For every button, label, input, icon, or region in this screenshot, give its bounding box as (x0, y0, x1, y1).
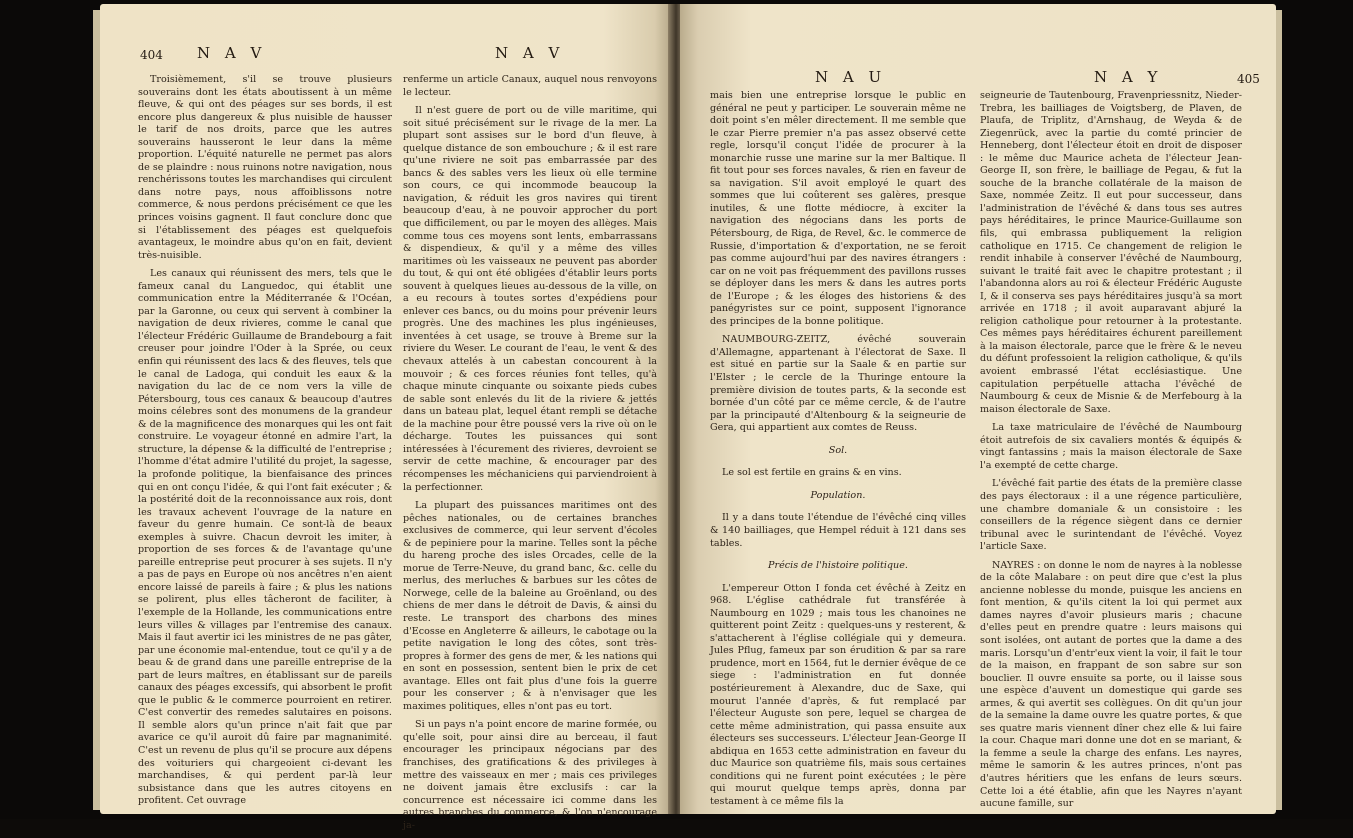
section-heading-sol: Sol. (828, 444, 848, 456)
section-heading-histoire: Précis de l'histoire politique. (768, 560, 908, 572)
right-page-column-1 (710, 90, 966, 814)
entry-naumbourg-zeitz: NAUMBOURG-ZEITZ, évêché souverain d'Allemagne, appartenant à l'électorat de Saxe. Il est situé en partie sur la Saale & en partie sur l'Elster ; le cercle de la Thuringe entoure la première division de toutes parts, & la seconde est bornée d'un côté par ce même cercle, & de l'autre par la principauté d'Altenbourg & la seigneurie de Gera, qui appartient aux comtes de Reuss. (710, 334, 966, 434)
paragraph: seigneurie de Tautenbourg, Fravenpriessnitz, Nieder-Trebra, les bailliages de Voigtsberg, de Plaven, de Plaufa, de Triplitz, d'Arnshaug, de Weyda & de Ziegenrück, avec la partie du comté princier de Henneberg, dont l'électeur étoit en droit de disposer : le même duc Maurice acheta de l'électeur Jean-George II, son frère, le bailliage de Pegau, & fut la souche de la branche collatérale de la maison de Saxe, nommée Zeitz. Il eut pour successeur, dans l'administration de l'évêché & dans tous ses autres pays héréditaires, le prince Maurice-Guillaume son fils, qui embrassa publiquement la religion catholique en 1715. Ce changement de religion le rendit inhabile à conserver l'évêché de Naumbourg, suivant le traité fait avec le chapitre protestant ; il l'abandonna alors au roi & électeur Frédéric Auguste I, & il conserva ses pays héréditaires jusqu'à sa mort arrivée en 1718 ; il avoit auparavant abjuré la religion catholique pour retourner à la protestante. Ces mêmes pays héréditaires échurent pareillement à la maison électorale, parce que le frère & le neveu du défunt professoient la religion catholique, & qu'ils avoient embrassé l'état ecclésiastique. Une capitulation perpétuelle attacha l'évêché de Naumbourg & ceux de Misnie & de Merfebourg à la maison électorale de Saxe. (980, 90, 1242, 415)
paragraph: Il n'est guere de port ou de ville maritime, qui soit situé précisément sur le rivage de la mer. La plupart sont assises sur le bord d'un fleuve, à quelque distance de son embouchure ; & il est rare qu'une riviere ne soit pas embarrassée par des bancs & des sables vers les lieux où elle termine son cours, ce qui incommode beaucoup la navigation, & réduit les gros navires qui tirent beaucoup d'eau, à ne pouvoir approcher du port que difficilement, ou par le moyen des allèges. Mais comme tous ces moyens sont lents, embarrassans & dispendieux, & qu'il y a même des villes maritimes où les vaisseaux ne peuvent pas aborder du tout, & qui ont été obligées d'établir leurs ports souvent à quelques lieues au-dessous de la ville, on a eu recours à toutes sortes d'expédiens pour enlever ces bancs, ou du moins pour prévenir leurs progrès. Une des machines les plus ingénieuses, inventées à cet usage, se trouve à Breme sur la riviere du Weser. Le courant de l'eau, le vent & des chevaux attelés à un cabestan concourent à la mouvoir ; & ces forces réunies font telles, qu'à chaque minute cinquante ou soixante pieds cubes de sable sont enlevés du lit de la riviere & jettés dans un bateau plat, lequel étant rempli se détache de la machine pour être poussé vers la rive où on le décharge. Toutes les puissances qui sont intéressées à l'écurement des rivieres, devroient se servir de cette machine, & encourager par des récompenses les méchaniciens qui parviendroient à la perfectionner. (403, 105, 657, 493)
paragraph: mais bien une entreprise lorsque le public en général ne peut y participer. Le souverain même ne doit point s'en mêler directement. Il me semble que le czar Pierre premier n'a pas assez observé cette regle, lorsqu'il conçut l'idée de procurer à la monarchie russe une marine sur la mer Baltique. Il fit tout pour ses forces navales, & rien en faveur de sa navigation. S'il avoit employé le quart des sommes que lui coûterent ses galères, presque inutiles, & une flotte médiocre, à exciter la navigation des négocians dans les ports de Pétersbourg, de Riga, de Revel, &c. le commerce de Russie, d'importation & d'exportation, ne se feroit pas comme aujourd'hui par des navires étrangers : car on ne voit pas fréquemment des pavillons russes se déployer dans les mers & dans les autres ports de l'Europe ; & les éloges des historiens & des panégyristes sur ce point, supposent l'ignorance des principes de la bonne politique. (710, 90, 966, 327)
paragraph: renferme un article Canaux, auquel nous renvoyons le lecteur. (403, 74, 657, 98)
page-number-right: 405 (1237, 72, 1260, 86)
right-page-column-2 (980, 90, 1242, 817)
running-head-left-col1: N A V (197, 44, 267, 62)
running-head-right-col1: N A U (815, 68, 887, 86)
page-number-left: 404 (140, 48, 163, 62)
section-heading-population: Population. (810, 489, 866, 501)
left-page (100, 4, 672, 831)
entry-nayres: NAYRES : on donne le nom de nayres à la noblesse de la côte Malabare : on peut dire que c'est la plus ancienne noblesse du monde, puisque les anciens en font mention, & qu'ils citent la loi qui permet aux dames nayres d'avoir plusieurs maris ; chacune d'elles peut en prendre quatre : leurs maisons qui sont isolées, ont autant de portes que la dame a des maris. Lorsqu'un d'entr'eux vient la voir, il fait le tour de la maison, en frappant de son sabre sur son bouclier. Il ouvre ensuite sa porte, ou il laisse sous une espèce d'auvent un domestique qui garde ses armes, & qui avertit ses collègues. On dit qu'un jour de la semaine la dame ouvre les quatre portes, & que ses quatre maris viennent dîner chez elle & lui faire la cour. Chaque mari donne une dot en se mariant, & la femme a seule la charge des enfans. Les nayres, même le samorin & les autres princes, n'ont pas d'autres héritiers que les enfans de leurs sœurs. Cette loi a été établie, afin que les Nayres n'ayant aucune famille, sur (980, 559, 1242, 810)
paragraph: La taxe matriculaire de l'évêché de Naumbourg étoit autrefois de six cavaliers montés & équipés & vingt fantassins ; mais la maison électorale de Saxe l'a exempté de cette charge. (980, 422, 1242, 471)
running-head-right-col2: N A Y (1094, 68, 1163, 86)
left-page-column-2 (403, 74, 657, 838)
running-head-left-col2: N A V (495, 44, 565, 62)
paragraph: L'évêché fait partie des états de la première classe des pays électoraux : il a une régence particulière, une chambre domaniale & un consistoire : les conseillers de la régence siègent dans ce dernier tribunal avec le surintendant de l'évêché. Voyez l'article Saxe. (980, 478, 1242, 553)
paragraph: L'empereur Otton I fonda cet évêché à Zeitz en 968. L'église cathédrale fut transférée à Naumbourg en 1029 ; mais tous les chanoines ne quitterent point Zeitz : quelques-uns y resterent, & s'attacherent à l'église collégiale qui y demeura. Jules Pflug, fameux par son érudition & par sa rare prudence, mort en 1564, fut le dernier évêque de ce siege : l'administration en fut donnée postérieurement à Alexandre, duc de Saxe, qui mourut l'année d'après, & fut remplacé par l'électeur Auguste son pere, lequel se chargea de cette même administration, qui passa ensuite aux électeurs ses successeurs. L'électeur Jean-George II abdiqua en 1653 cette administration en faveur du duc Maurice son quatrième fils, mais sous certaines conditions qui ne furent point exécutées ; le père qui mourut quelque temps après, donna par testament à ce même fils la (710, 582, 966, 807)
paragraph: Troisièmement, s'il se trouve plusieurs souverains dont les états aboutissent à un même fleuve, & qui ont des péages sur ses bords, il est encore plus dangereux & plus nuisible de hausser le tarif de nos droits, parce que les autres souverains hausseront le leur dans la même proportion. L'équité naturelle ne permet pas alors de se plaindre : nous ruinons notre navigation, nous renchérissons toutes les marchandises qui circulent dans notre pays, nous affoiblissons notre commerce, & nous perdons précisément ce que les princes voisins gagnent. Il faut conclure donc que si l'établissement des péages est quelquefois avantageux, le moindre abus qu'on en fait, devient très-nuisible. (138, 74, 392, 261)
paragraph: La plupart des puissances maritimes ont des pêches nationales, ou de certaines branches exclusives de commerce, qui leur servent d'écoles & de pepiniere pour la marine. Telles sont la pêche du hareng proche des isles Orcades, celle de la morue de Terre-Neuve, du grand banc, &c. celle du merlus, des merluches & barbues sur les côtes de Norwege, celle de la baleine au Groënland, ou des chiens de mer dans le détroit de Davis, & ainsi du reste. Le transport des charbons des mines d'Ecosse en Angleterre & ailleurs, le cabotage ou la petite navigation le long des côtes, sont très-propres à former des gens de mer, & les nations qui en sont en possession, sentent bien le prix de cet avantage. Elles ont fait plus d'une fois la guerre pour les conserver ; & à n'envisager que les maximes politiques, elles n'ont pas eu tort. (403, 500, 657, 712)
right-page (680, 4, 1276, 814)
left-page-column-1 (138, 74, 392, 814)
paragraph: Le sol est fertile en grains & en vins. (722, 467, 902, 479)
paragraph: Il y a dans toute l'étendue de l'évêché cinq villes & 140 bailliages, que Hempel réduit à 121 dans ses tables. (710, 512, 966, 549)
paragraph: Les canaux qui réunissent des mers, tels que le fameux canal du Languedoc, qui établit une communication entre la Méditerranée & l'Océan, par la Garonne, ou ceux qui servent à combiner la navigation de deux rivieres, comme le canal que l'électeur Frédéric Guillaume de Brandebourg a fait creuser pour joindre l'Oder à la Sprée, ou ceux enfin qui réunissent des lacs & des fleuves, tels que le canal de Ladoga, qui conduit les eaux & la navigation du lac de ce nom vers la ville de Pétersbourg, tous ces canaux & beaucoup d'autres moins célebres sont des monumens de la grandeur & de la magnificence des monarques qui les ont fait construire. Le voyageur étonné en admire l'art, la structure, la dépense & la difficulté de l'entreprise ; l'homme d'état admire l'utilité du projet, la sagesse, la profonde politique, la bienfaisance des princes qui en ont conçu l'idée, & qui l'ont fait exécuter ; & la postérité doit de la reconnoissance aux rois, dont les travaux achevent l'ouvrage de la nature en faveur du genre humain. Ce sont-là de beaux exemples à suivre. Chacun devroit les imiter, à proportion de ses forces & de l'avantage qu'une pareille entreprise peut procurer à ses sujets. Il n'y a pas de pays en Europe où nos ancêtres n'en aient encore laissé de pareils à faire ; & plus les nations se polirent, plus elles tâcheront de faciliter, à l'exemple de la Hollande, les communications entre leurs villes & villages par l'entremise des canaux. Mais il faut avertir ici les ministres de ne pas gâter, par une économie mal-entendue, tout ce qu'il y a de beau & de grand dans une pareille entreprise de la part de leurs maîtres, en établissant sur de pareils canaux des péages excessifs, qui absorbent le profit que le public & le commerce pourroient en retirer. C'est convertir des remedes salutaires en poisons. Il semble alors qu'un prince n'ait fait que par avarice ce qu'il auroit dû faire par magnanimité. C'est un revenu de plus qu'il se procure aux dépens des voituriers qui chargeoient ci-devant les marchandises, & qui perdent par-là leur subsistance dans que les autres citoyens en profitent. Cet ouvrage (138, 268, 392, 807)
paragraph: Si un pays n'a point encore de marine formée, ou qu'elle soit, pour ainsi dire au berceau, il faut encourager les principaux négocians par des franchises, des gratifications & des privileges à mettre des vaisseaux en mer ; mais ces privileges ne doivent jamais être exclusifs : car la concurrence est nécessaire ici comme dans les autres branches du commerce, & l'on n'encourage ja- (403, 719, 657, 831)
